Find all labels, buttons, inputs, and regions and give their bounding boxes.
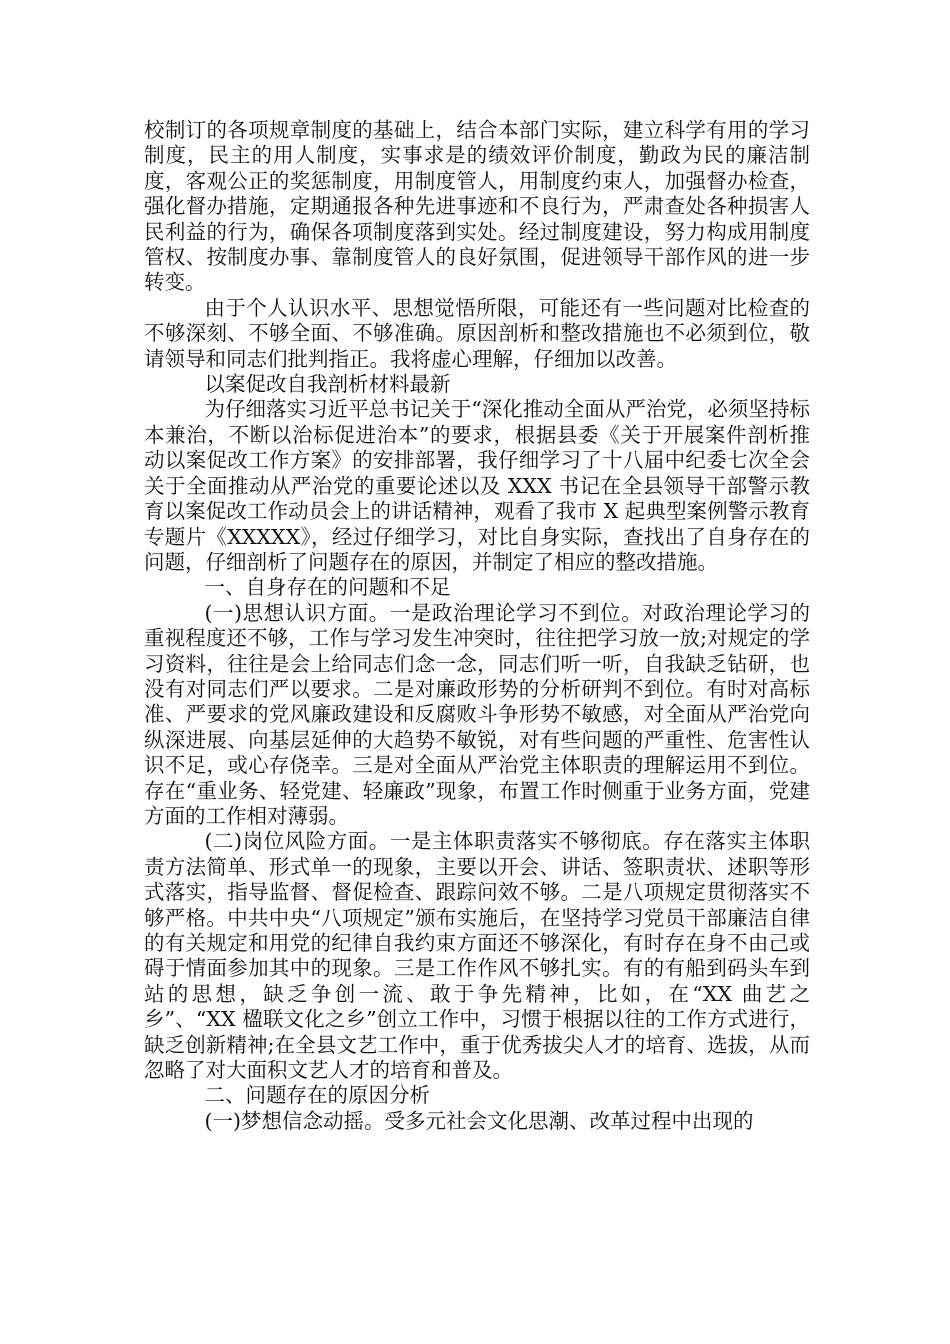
heading-problems: 一、自身存在的问题和不足 — [204, 575, 451, 600]
paragraph-post-risk: (二)岗位风险方面。一是主体职责落实不够彻底。存在落实主体职责方法简单、形式单一的现象，主要以开会、讲话、签职责状、述职等形式落实，指导监督、督促检查、跟踪问效不够。二是八项规定贯彻落实不够严格。中共中央“八项规定”颁布实施后，在坚持学习党员干部廉洁自律的有关规定和用党的纪律自我约束方面还不够深化，有时存在身不由己或碍于情面参加其中的现象。三是工作作风不够扎实。有的有船到码头车到站的思想，缺乏争创一流、敢于争先精神，比如，在“XX 曲艺之乡”、“XX 楹联文化之乡”创立工作中，习惯于根据以往的工作方式进行，缺乏创新精神;在全县文艺工作中，重于优秀拔尖人才的培育、选拔，从而忽略了对大面积文艺人才的培育和普及。 — [144, 829, 810, 1083]
paragraph-belief: (一)梦想信念动摇。受多元社会文化思潮、改革过程中出现的 — [204, 1108, 754, 1133]
paragraph-self-limitation: 由于个人认识水平、思想觉悟所限，可能还有一些问题对比检查的不够深刻、不够全面、不够准确。原因剖析和整改措施也不必须到位，敬请领导和同志们批判指正。我将虚心理解，仔细加以改善。 — [144, 295, 810, 371]
paragraph-rules-system: 校制订的各项规章制度的基础上，结合本部门实际，建立科学有用的学习制度，民主的用人制度，实事求是的绩效评价制度，勤政为民的廉洁制度，客观公正的奖惩制度，用制度管人，用制度约束人，加强督办检查，强化督办措施，定期通报各种先进事迹和不良行为，严肃查处各种损害人民利益的行为，确保各项制度落到实处。经过制度建设，努力构成用制度管权、按制度办事、靠制度管人的良好氛围，促进领导干部作风的进一步转变。 — [144, 118, 810, 295]
paragraph-introduction: 为仔细落实习近平总书记关于“深化推动全面从严治党，必须坚持标本兼治，不断以治标促进治本”的要求，根据县委《关于开展案件剖析推动以案促改工作方案》的安排部署，我仔细学习了十八届中纪委七次全会关于全面推动从严治党的重要论述以及 XXX 书记在全县领导干部警示教育以案促改工作动员会上的讲话精神，观看了我市 X 起典型案例警示教育专题片《XXXXX》，经过仔细学习，对比自身实际，查找出了自身存在的问题，仔细剖析了问题存在的原因，并制定了相应的整改措施。 — [144, 397, 810, 574]
paragraph-ideology: (一)思想认识方面。一是政治理论学习不到位。对政治理论学习的重视程度还不够，工作与学习发生冲突时，往往把学习放一放;对规定的学习资料，往往是会上给同志们念一念，同志们听一听，自我缺乏钻研，也没有对同志们严以要求。二是对廉政形势的分析研判不到位。有时对高标准、严要求的党风廉政建设和反腐败斗争形势不敏感，对全面从严治党向纵深进展、向基层延伸的大趋势不敏锐，对有些问题的严重性、危害性认识不足，或心存侥幸。三是对全面从严治党主体职责的理解运用不到位。存在“重业务、轻党建、轻廉政”现象，布置工作时侧重于业务方面，党建方面的工作相对薄弱。 — [144, 600, 810, 828]
document-page — [144, 118, 810, 1134]
section-title: 以案促改自我剖析材料最新 — [204, 372, 451, 397]
heading-cause-analysis: 二、问题存在的原因分析 — [204, 1083, 430, 1108]
